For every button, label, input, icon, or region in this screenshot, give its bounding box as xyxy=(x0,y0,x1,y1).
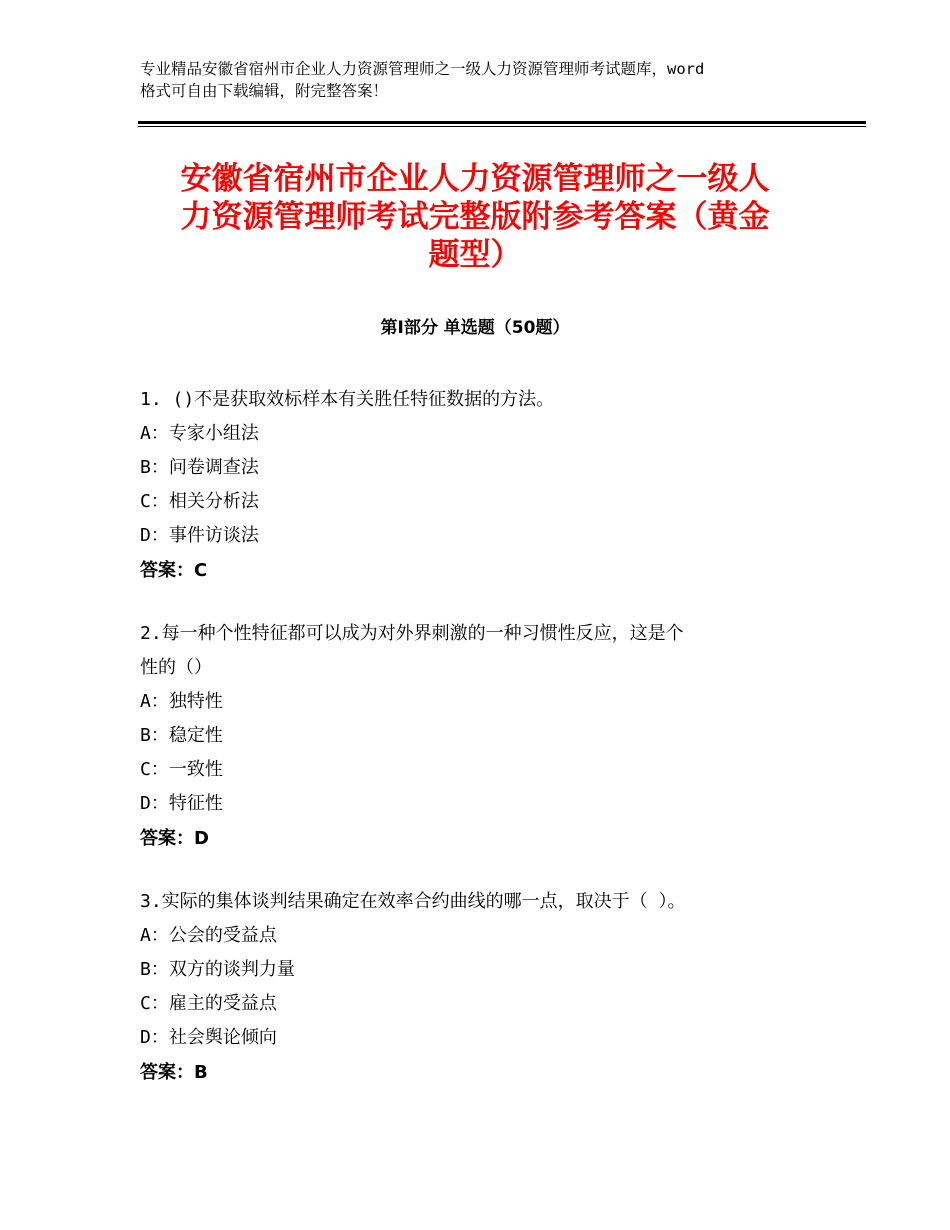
document-title-line-2: 力资源管理师考试完整版附参考答案（黄金 xyxy=(180,199,770,235)
document-title xyxy=(140,160,810,274)
option-a: A：专家小组法 xyxy=(140,423,259,444)
section-heading: 第Ⅰ部分 单选题（50题） xyxy=(380,318,570,338)
option-b: B：稳定性 xyxy=(140,725,223,746)
question-stem: 3.实际的集体谈判结果确定在效率合约曲线的哪一点，取决于（ ）。 xyxy=(140,891,686,912)
header-note-line-1: 专业精品安徽省宿州市企业人力资源管理师之一级人力资源管理师考试题库，word xyxy=(140,60,705,78)
option-c: C：一致性 xyxy=(140,759,223,780)
option-a: A：公会的受益点 xyxy=(140,925,277,946)
document-title-line-1: 安徽省宿州市企业人力资源管理师之一级人 xyxy=(180,161,770,197)
option-a: A：独特性 xyxy=(140,691,223,712)
question-stem-continued: 性的（） xyxy=(140,657,212,678)
header-rule-thin xyxy=(138,126,866,127)
option-b: B：双方的谈判力量 xyxy=(140,959,295,980)
header-rule-thick xyxy=(138,121,866,124)
answer: 答案：B xyxy=(140,1062,208,1083)
question-stem: 2.每一种个性特征都可以成为对外界刺激的一种习惯性反应，这是个 xyxy=(140,623,684,644)
option-c: C：相关分析法 xyxy=(140,491,259,512)
option-c: C：雇主的受益点 xyxy=(140,993,277,1014)
answer: 答案：D xyxy=(140,828,209,849)
question-3 xyxy=(140,886,820,1090)
document-title-line-3: 题型） xyxy=(428,237,522,273)
header-note-line-2: 格式可自由下载编辑，附完整答案！ xyxy=(140,82,389,100)
option-d: D：社会舆论倾向 xyxy=(140,1027,277,1048)
question-list xyxy=(140,384,820,1120)
question-stem: 1. ()不是获取效标样本有关胜任特征数据的方法。 xyxy=(140,389,555,410)
option-b: B：问卷调查法 xyxy=(140,457,259,478)
header-note xyxy=(140,58,830,102)
answer: 答案：C xyxy=(140,560,208,581)
question-1 xyxy=(140,384,820,588)
question-2 xyxy=(140,618,820,856)
option-d: D：特征性 xyxy=(140,793,223,814)
option-d: D：事件访谈法 xyxy=(140,525,259,546)
